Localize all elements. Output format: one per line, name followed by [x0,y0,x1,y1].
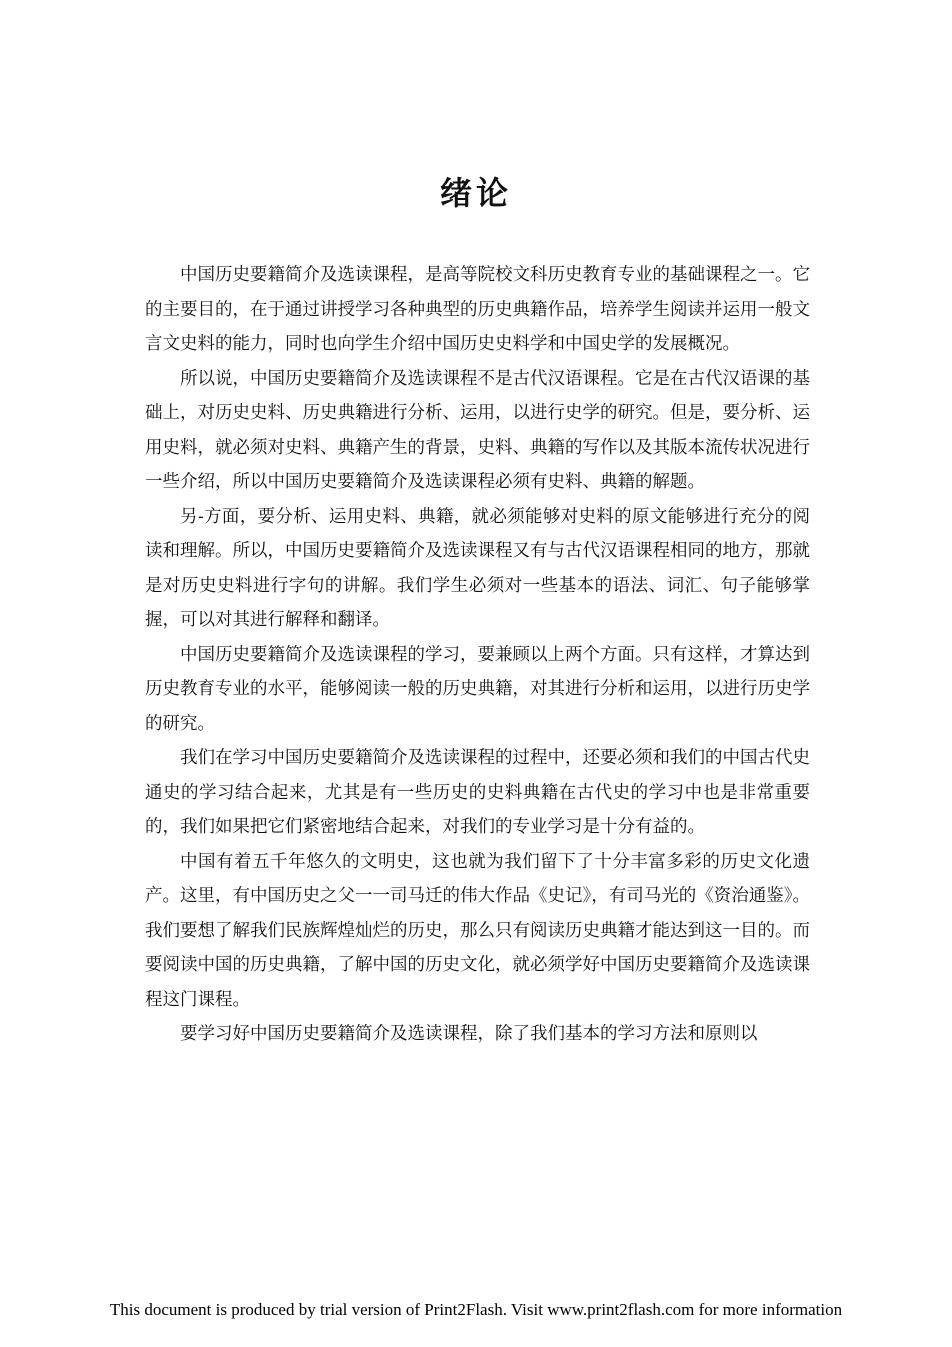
paragraph-2: 所以说，中国历史要籍简介及选读课程不是古代汉语课程。它是在古代汉语课的基础上，对历史史料、历史典籍进行分析、运用，以进行史学的研究。但是，要分析、运用史料，就必须对史料、典籍产生的背景，史料、典籍的写作以及其版本流传状况进行一些介绍，所以中国历史要籍简介及选读课程必须有史料、典籍的解题。 [145,368,810,492]
paragraph-4: 中国历史要籍简介及选读课程的学习，要兼顾以上两个方面。只有这样，才算达到历史教育专业的水平，能够阅读一般的历史典籍，对其进行分析和运用，以进行历史学的研究。 [145,644,810,734]
document-body [145,258,810,1052]
page-title: 绪论 [439,174,512,212]
paragraph-3: 另-方面，要分析、运用史料、典籍，就必须能够对史料的原文能够进行充分的阅读和理解。所以，中国历史要籍简介及选读课程又有与古代汉语课程相同的地方，那就是对历史史料进行字句的讲解。我们学生必须对一些基本的语法、词汇、句子能够掌握，可以对其进行解释和翻译。 [145,506,810,630]
paragraph-1: 中国历史要籍简介及选读课程，是高等院校文科历史教育专业的基础课程之一。它的主要目的，在于通过讲授学习各种典型的历史典籍作品，培养学生阅读并运用一般文言文史料的能力，同时也向学生介绍中国历史史料学和中国史学的发展概况。 [145,265,810,354]
paragraph-6: 中国有着五千年悠久的文明史，这也就为我们留下了十分丰富多彩的历史文化遗产。这里，有中国历史之父一一司马迁的伟大作品《史记》，有司马光的《资治通鉴》。我们要想了解我们民族辉煌灿烂的历史，那么只有阅读历史典籍才能达到这一目的。而要阅读中国的历史典籍，了解中国的历史文化，就必须学好中国历史要籍简介及选读课程这门课程。 [145,851,810,1010]
trial-watermark-footer: This document is produced by trial version of Print2Flash. Visit www.print2flash.com for more information [109,1300,843,1319]
paragraph-5: 我们在学习中国历史要籍简介及选读课程的过程中，还要必须和我们的中国古代史通史的学习结合起来，尤其是有一些历史的史料典籍在古代史的学习中也是非常重要的，我们如果把它们紧密地结合起来，对我们的专业学习是十分有益的。 [145,748,810,837]
paragraph-7: 要学习好中国历史要籍简介及选读课程，除了我们基本的学习方法和原则以 [180,1024,758,1044]
